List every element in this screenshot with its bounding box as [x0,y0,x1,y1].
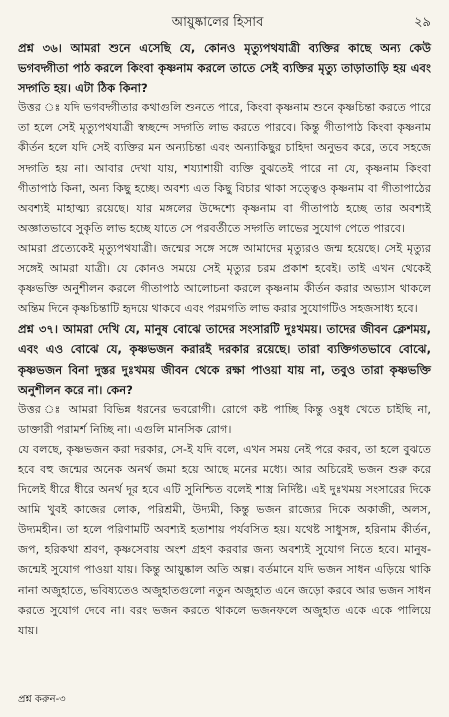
page-header [18,14,431,38]
page-content [18,38,431,641]
running-title: আয়ুষ্কালের হিসাব [171,15,264,30]
answer-paragraph: উত্তর ঃ আমরা বিভিন্ন ধরনের ভবরোগী। রোগে কষ্ট পাচ্ছি কিন্তু ওষুধ খেতে চাইছি না, ডাক্তারী পরামর্শ নিচ্ছি না। এগুলি মানসিক রোগ। [18,402,431,436]
answer-paragraph: উত্তর ঃ যদি ভগবদ্গীতার কথাগুলি শুনতে পারে, কিংবা কৃষ্ণনাম শুনে কৃষ্ণচিন্তা করতে পারে তা হলে সেই মৃত্যুপথযাত্রী স্বচ্ছন্দে সদ্গতি লাভ করতে পারবে। কিন্তু গীতাপাঠ কিংবা কৃষ্ণনাম কীর্তন হলে যদি সেই ব্যক্তির মন অন্যচিন্তা এবং অন্যাকিছুর চাহিদা অনুভব করে, তবে সহজে সদ্গতি হয় না। আবার দেখা যায়, শয্যাশায়ী ব্যক্তি বুঝতেই পারে না যে, কৃষ্ণনাম কিংবা গীতাপাঠ কিনা, অন্য কিছু হচ্ছে। অবশ্য এত কিছু বিচার থাকা সত্ত্বেও কৃষ্ণনাম বা গীতাপাঠের অবশ্যই মাহাত্ম্য রয়েছে। যার মঙ্গলের উদ্দেশ্যে কৃষ্ণনাম বা গীতাপাঠ হচ্ছে তার অবশ্যই অজ্ঞাতভাবে সুকৃতি লাভ হচ্ছে যাতে সে পরবর্তীতে সদ্গতি লাভের সুযোগ পেতে পারবে। [18,101,431,235]
question-paragraph: প্রশ্ন ৩৭। আমরা দেখি যে, মানুষ বোঝে তাদের সংসারটি দুঃখময়। তাদের জীবন ক্লেশময়, এবং এও বোঝে যে, কৃষ্ণভজন করারই দরকার রয়েছে। তারা ব্যক্তিগতভাবে বোঝে, কৃষ্ণভজন বিনা দুস্তর দুঃখময় জীবন থেকে রক্ষা পাওয়া যায় না, তবুও তারা কৃষ্ণভক্তি অনুশীলন করে না। কেন? [18,322,431,397]
body-paragraph: যে বলছে, কৃষ্ণভজন করা দরকার, সে-ই যদি বলে, এখন সময় নেই পরে করব, তা হলে বুঝতে হবে বহু জন্মের অনেক অনর্থ জমা হয়ে আছে মনের মধ্যে। আর অচিরেই ভজন শুরু করে দিলেই ধীরে ধীরে অনর্থ দূর হবে এটি সুনিশ্চিত বলেই শাস্ত্র নির্দিষ্ট। এই দুঃখময় সংসারের দিকে আমি খুবই কাজের লোক, পরিশ্রমী, উদ্যমী, কিন্তু ভজন রাজ্যের দিকে অকাজী, অলস, উদ্যমহীন। তা হলে পরিণামটি অবশ্যই হতাশায় পর্যবসিত হয়। যথেষ্ট সাধুসঙ্গ, হরিনাম কীর্তন, জপ, হরিকথা শ্রবণ, কৃষ্ণসেবায় অংশ গ্রহণ করবার জন্য অবশ্যই সুযোগ নিতে হবে। মানুষ-জন্মেই সুযোগ পাওয়া যায়। কিন্তু আয়ুষ্কাল অতি অল্প। বর্তমানে যদি ভজন সাধন এড়িয়ে থাকি নানা অজুহাতে, ভবিষ্যতেও অজুহাতগুলো নতুন অজুহাত এনে জড়ো করবে আর ভজন সাধন করতে সুযোগ দেবে না। বরং ভজন করতে থাকলে ভজনফলে অজুহাত একে একে পালিয়ে যায়। [18,442,431,637]
question-paragraph: প্রশ্ন ৩৬। আমরা শুনে এসেছি যে, কোনও মৃত্যুপথযাত্রী ব্যক্তির কাছে অন্য কেউ ভগবদ্গীতা পাঠ করলে কিংবা কৃষ্ণনাম করলে তাতে সেই ব্যক্তির মৃত্যু তাড়াতাড়ি হয় এবং সদ্গতি হয়। এটা ঠিক কিনা? [18,41,431,96]
page-footer: প্রশ্ন করুন-৩ [18,694,66,705]
body-paragraph: আমরা প্রত্যেকেই মৃত্যুপথযাত্রী। জন্মের সঙ্গে সঙ্গে আমাদের মৃত্যুরও জন্ম হয়েছে। সেই মৃত্যুর সঙ্গেই আমরা যাত্রী। যে কোনও সময়ে সেই মৃত্যুর চরম প্রকাশ হবেই। তাই এখন থেকেই কৃষ্ণভক্তি অনুশীলন করলে গীতাপাঠ আলোচনা করলে কৃষ্ণনাম কীর্তন করার অভ্যাস থাকলে অন্তিম দিনে কৃষ্ণচিন্তাটি হৃদয়ে থাকবে এবং পরমগতি লাভ করার সুযোগটিও সহজসাধ্য হবে। [18,241,431,316]
page-number: ২৯ [414,15,431,30]
